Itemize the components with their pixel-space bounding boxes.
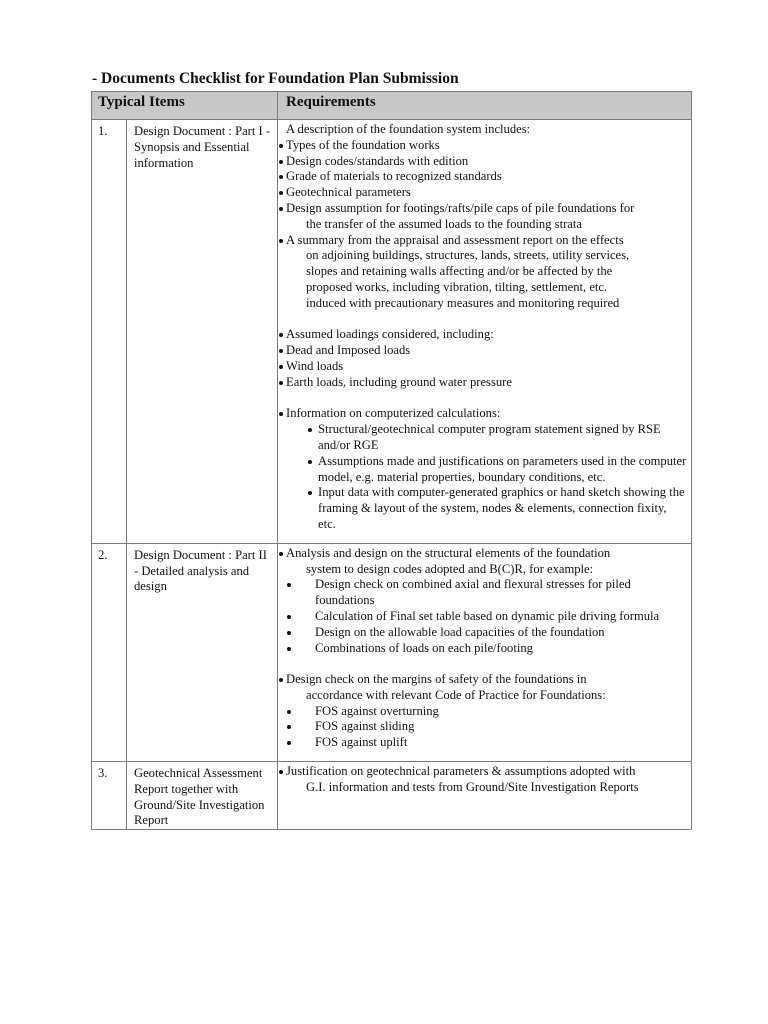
typical-item: Geotechnical Assessment Report together with Ground/Site Investigation Report — [127, 762, 278, 830]
list-item-text: Design assumption for footings/rafts/pile caps of pile foundations for — [286, 200, 635, 215]
requirement-intro: A description of the foundation system includes: — [286, 122, 531, 136]
table-row — [92, 543, 692, 761]
list-item: Combinations of loads on each pile/footing — [280, 641, 687, 657]
list-item-text: Analysis and design on the structural elements of the foundation — [286, 545, 611, 560]
list-item — [280, 201, 687, 233]
list-item — [280, 233, 687, 312]
list-item: Dead and Imposed loads — [280, 343, 687, 359]
table-row — [92, 762, 692, 830]
table-header-row — [92, 92, 692, 120]
list-item: FOS against uplift — [280, 735, 687, 751]
list-item-continuation: the transfer of the assumed loads to the founding strata — [306, 216, 582, 231]
list-item — [280, 546, 687, 578]
list-item: Calculation of Final set table based on dynamic pile driving formula — [280, 609, 687, 625]
list-item-text: Justification on geotechnical parameters & assumptions adopted with — [286, 764, 636, 779]
list-item-continuation: induced with precautionary measures and monitoring required — [306, 295, 620, 310]
table-row — [92, 120, 692, 544]
list-item-continuation: proposed works, including vibration, tilting, settlement, etc. — [306, 279, 608, 294]
list-item: Types of the foundation works — [280, 138, 687, 154]
list-item-text: A summary from the appraisal and assessment report on the effects — [286, 232, 624, 247]
sub-list-item: Assumptions made and justifications on parameters used in the computer model, e.g. material properties, boundary conditions, etc. — [280, 454, 687, 486]
requirements-cell — [278, 120, 692, 544]
requirements-cell — [278, 543, 692, 761]
list-item — [280, 672, 687, 704]
list-item-continuation: system to design codes adopted and B(C)R, for example: — [306, 561, 594, 576]
list-item: Grade of materials to recognized standards — [280, 169, 687, 185]
list-item: Earth loads, including ground water pressure — [280, 375, 687, 391]
header-requirements: Requirements — [278, 92, 692, 120]
row-number: 3. — [92, 762, 127, 830]
list-item: Information on computerized calculations: — [280, 406, 687, 422]
sub-list-item: Structural/geotechnical computer program statement signed by RSE and/or RGE — [280, 422, 687, 454]
list-item-continuation: accordance with relevant Code of Practice for Foundations: — [306, 687, 606, 702]
list-item-continuation: G.I. information and tests from Ground/Site Investigation Reports — [306, 779, 639, 794]
typical-item: Design Document : Part II - Detailed analysis and design — [127, 543, 278, 761]
list-item: Design on the allowable load capacities of the foundation — [280, 625, 687, 641]
header-typical-items: Typical Items — [92, 92, 278, 120]
list-item: Design codes/standards with edition — [280, 154, 687, 170]
typical-item: Design Document : Part I - Synopsis and Essential information — [127, 120, 278, 544]
list-item: FOS against overturning — [280, 704, 687, 720]
document-title: - Documents Checklist for Foundation Plan Submission — [92, 70, 459, 87]
requirements-cell — [278, 762, 692, 830]
list-item-text: Design check on the margins of safety of the foundations in — [286, 672, 587, 687]
row-number: 1. — [92, 120, 127, 544]
list-item: Assumed loadings considered, including: — [280, 327, 687, 343]
checklist-table — [91, 91, 692, 830]
list-item-continuation: on adjoining buildings, structures, lands, streets, utility services, — [306, 248, 630, 263]
list-item: FOS against sliding — [280, 719, 687, 735]
sub-list-item: Input data with computer-generated graphics or hand sketch showing the framing & layout of the system, nodes & elements, connection fixity, etc. — [280, 485, 687, 532]
list-item: Design check on combined axial and flexural stresses for piled foundations — [280, 577, 687, 609]
list-item — [280, 764, 687, 796]
row-number: 2. — [92, 543, 127, 761]
list-item-continuation: slopes and retaining walls affecting and/or be affected by the — [306, 264, 613, 279]
list-item: Geotechnical parameters — [280, 185, 687, 201]
list-item: Wind loads — [280, 359, 687, 375]
